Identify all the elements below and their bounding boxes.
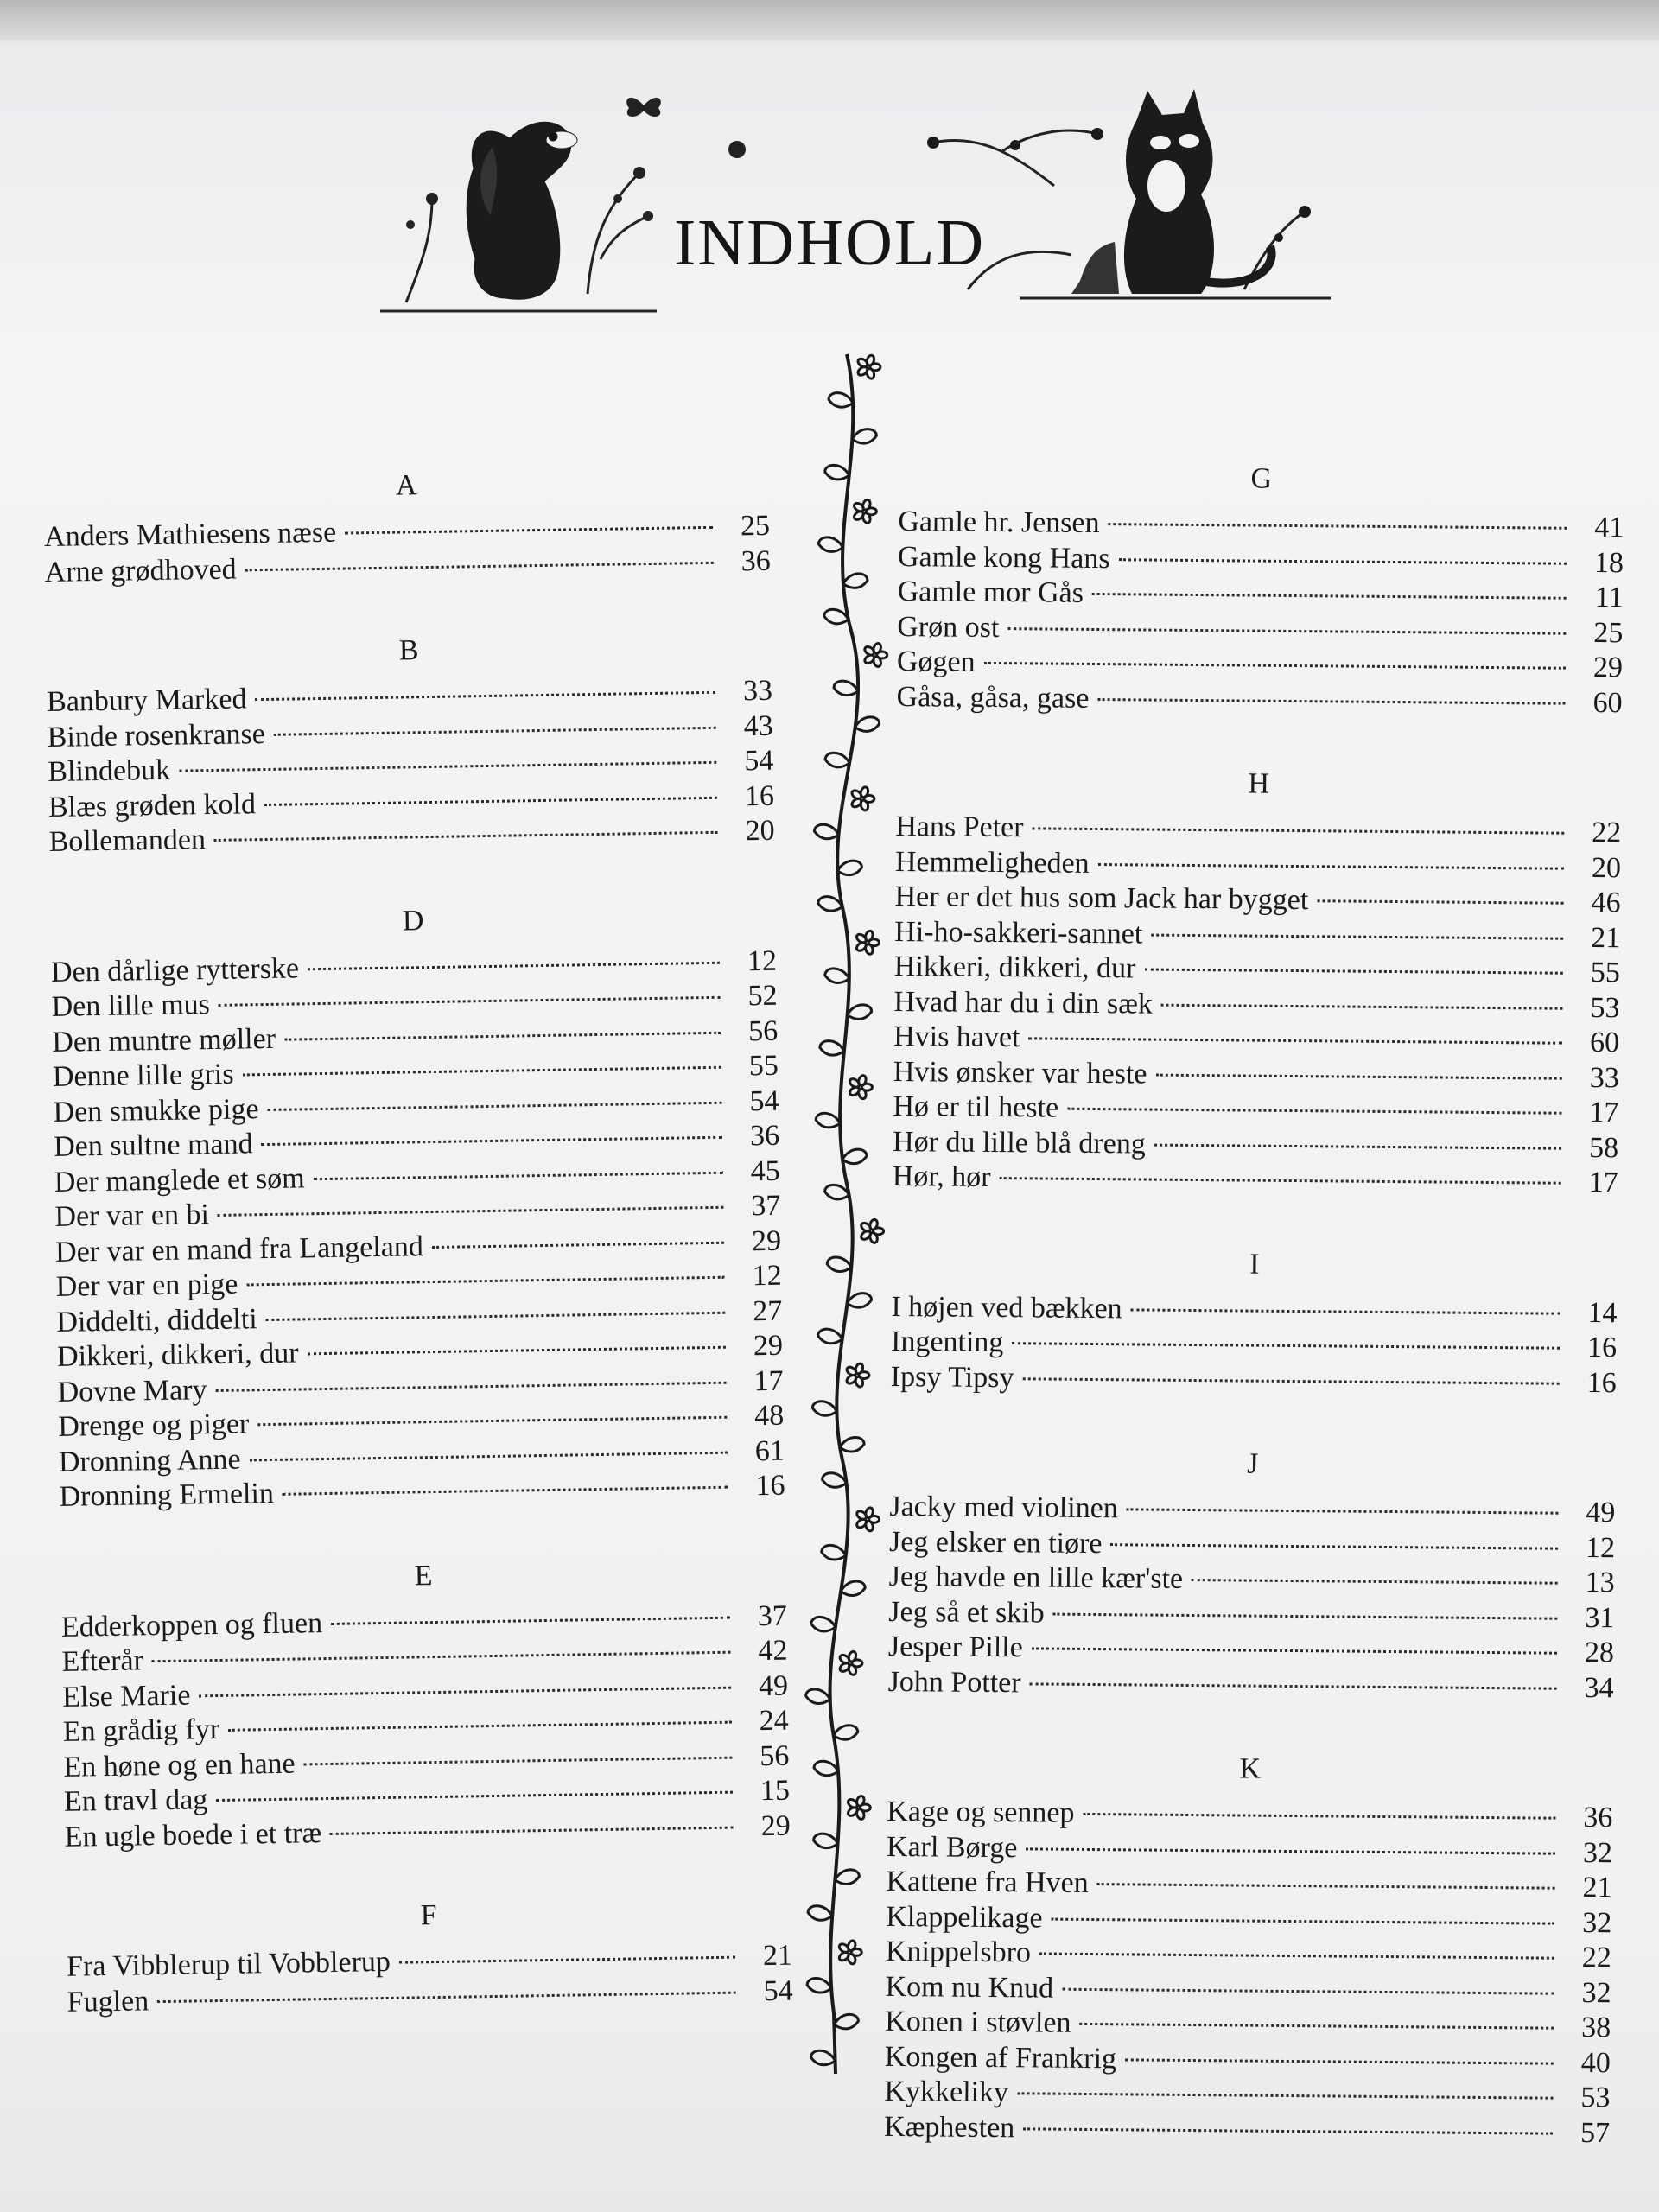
entry-page-number: 32	[1581, 1976, 1611, 2009]
entry-title: Gamle mor Gås	[897, 575, 1084, 609]
vine-flower-icon	[845, 1363, 869, 1388]
entry-title: Hø er til heste	[893, 1090, 1059, 1124]
entry-page-number: 36	[749, 1119, 780, 1153]
entry-title: Der manglede et søm	[54, 1161, 305, 1198]
entry-title: Efterår	[61, 1644, 144, 1678]
vine-leaf-icon	[814, 1761, 838, 1776]
dot-leader	[214, 831, 718, 842]
vine-leaf-icon	[814, 824, 838, 839]
dot-leader	[1110, 1543, 1558, 1550]
entry-page-number: 55	[748, 1049, 779, 1083]
section-f	[66, 1894, 793, 2020]
entry-title: Hør du lille blå dreng	[892, 1125, 1146, 1160]
section-e	[60, 1554, 791, 1855]
entry-page-number: 33	[742, 674, 773, 708]
entry-title: Konen i støvlen	[885, 2005, 1071, 2039]
vine-leaf-icon	[818, 537, 842, 552]
vine-leaf-icon	[824, 609, 849, 624]
entry-title: Dronning Anne	[58, 1443, 241, 1478]
vine-leaf-icon	[811, 2050, 836, 2065]
section-j	[887, 1445, 1616, 1706]
entry-page-number: 32	[1582, 1906, 1612, 1939]
toc-entry	[897, 575, 1623, 616]
entry-page-number: 41	[1594, 512, 1624, 544]
vine-flower-icon	[855, 930, 880, 955]
entry-title: Den muntre møller	[52, 1022, 276, 1058]
dot-leader	[267, 1101, 721, 1110]
vine-leaf-icon	[808, 1906, 832, 1921]
entry-title: Kom nu Knud	[885, 1970, 1054, 2005]
entry-page-number: 55	[1590, 957, 1621, 989]
entry-page-number: 43	[743, 709, 773, 742]
dot-leader	[219, 996, 721, 1007]
vine-leaf-icon	[855, 717, 880, 732]
entry-title: Arne grødhoved	[44, 553, 237, 588]
entry-page-number: 29	[1592, 652, 1624, 684]
section-g	[896, 460, 1624, 721]
dot-leader	[1026, 1847, 1555, 1854]
section-h	[893, 765, 1622, 1201]
vine-leaf-icon	[834, 681, 858, 696]
entry-title: Binde rosenkranse	[47, 717, 266, 753]
dot-leader	[283, 1486, 728, 1496]
dot-leader	[257, 1416, 727, 1427]
entry-title: En ugle boede i et træ	[64, 1816, 322, 1853]
vine-leaf-icon	[848, 1005, 872, 1020]
dot-leader	[345, 526, 713, 535]
entry-page-number: 20	[1591, 851, 1622, 884]
entry-title: Drenge og piger	[58, 1408, 250, 1443]
entry-page-number: 34	[1584, 1671, 1614, 1704]
dot-leader	[314, 1171, 723, 1179]
entry-page-number: 57	[1580, 2116, 1611, 2149]
entry-page-number: 13	[1585, 1566, 1615, 1599]
entry-page-number: 21	[1591, 921, 1621, 954]
dot-leader	[330, 1826, 734, 1834]
dot-leader	[1192, 1579, 1558, 1585]
entry-page-number: 29	[753, 1329, 784, 1363]
entry-page-number: 54	[763, 1974, 793, 2007]
dot-leader	[1098, 863, 1564, 870]
vine-leaf-icon	[840, 1437, 864, 1452]
vine-leaf-icon	[811, 1617, 836, 1631]
section-a	[43, 464, 771, 590]
vine-flower-icon	[856, 354, 880, 379]
entry-page-number: 58	[1588, 1131, 1619, 1164]
section-letter: D	[402, 904, 424, 938]
entry-title: Jeg havde en lille kær'ste	[888, 1560, 1184, 1595]
dot-leader	[1097, 1883, 1555, 1890]
entry-page-number: 18	[1593, 546, 1624, 579]
dot-leader	[179, 761, 716, 772]
dot-leader	[1017, 2092, 1553, 2099]
dot-leader	[1022, 1377, 1559, 1384]
dot-leader	[266, 1311, 726, 1320]
entry-page-number: 27	[753, 1294, 783, 1327]
vine-leaf-icon	[835, 1870, 859, 1885]
page-title: INDHOLD	[674, 207, 986, 279]
section-d	[50, 899, 785, 1515]
entry-page-number: 37	[757, 1599, 788, 1632]
dot-leader	[1053, 1612, 1558, 1619]
vine-leaf-icon	[852, 429, 876, 444]
entry-title: Blindebuk	[48, 753, 171, 788]
entry-title: Den dårlige rytterske	[50, 951, 300, 988]
section-k	[884, 1750, 1613, 2151]
section-letter: F	[420, 1899, 437, 1932]
entry-title: Gåsa, gåsa, gase	[896, 680, 1090, 715]
entry-page-number: 40	[1580, 2046, 1611, 2079]
entry-page-number: 56	[747, 1014, 779, 1047]
entry-page-number: 37	[751, 1189, 781, 1223]
entry-title: Fuglen	[67, 1984, 149, 2018]
entry-page-number: 17	[1589, 1096, 1619, 1129]
entry-title: Klappelikage	[886, 1900, 1043, 1935]
dot-leader	[216, 1791, 733, 1802]
entry-title: Hemmeligheden	[894, 845, 1090, 880]
kitten-illustration	[916, 82, 1348, 307]
dot-leader	[308, 961, 720, 969]
entry-page-number: 60	[1589, 1027, 1620, 1059]
entry-page-number: 12	[1585, 1531, 1616, 1564]
entry-page-number: 12	[752, 1259, 782, 1293]
dot-leader	[199, 1686, 731, 1697]
dot-leader	[1032, 1647, 1557, 1654]
vine-leaf-icon	[818, 1329, 842, 1344]
dot-leader	[262, 1136, 723, 1146]
entry-page-number: 31	[1585, 1601, 1615, 1634]
toc-entry	[887, 1664, 1613, 1706]
vine-leaf-icon	[816, 1113, 840, 1128]
entry-title: Dikkeri, dikkeri, dur	[56, 1337, 299, 1373]
entry-title: Hvis ønsker var heste	[893, 1055, 1147, 1090]
vine-leaf-icon	[823, 1473, 847, 1488]
section-letter: I	[1249, 1248, 1260, 1281]
entry-page-number: 46	[1591, 887, 1621, 919]
entry-title: Fra Vibblerup til Vobblerup	[66, 1945, 391, 1983]
vine-leaf-icon	[814, 1834, 838, 1848]
dot-leader	[1151, 933, 1563, 939]
entry-title: Hans Peter	[895, 810, 1024, 844]
vine-leaf-icon	[843, 574, 868, 588]
dot-leader	[984, 662, 1566, 670]
entry-title: Knippelsbro	[885, 1935, 1032, 1969]
entry-title: Gamle kong Hans	[897, 540, 1110, 575]
entry-title: Kæphesten	[884, 2110, 1015, 2144]
vine-leaf-icon	[825, 753, 849, 767]
right-column	[883, 460, 1624, 2201]
entry-title: Jeg så et skib	[888, 1595, 1045, 1630]
entry-page-number: 22	[1592, 817, 1622, 849]
vine-flower-icon	[863, 642, 887, 667]
entry-page-number: 36	[741, 544, 771, 577]
vine-leaf-icon	[825, 969, 849, 983]
entry-title: Kage og sennep	[887, 1795, 1075, 1829]
entry-title: Hvis havet	[893, 1020, 1020, 1054]
dot-leader	[1161, 1003, 1563, 1009]
entry-title: Bollemanden	[48, 823, 207, 858]
entry-title: En høne og en hane	[63, 1747, 296, 1783]
vine-leaf-icon	[841, 1581, 865, 1596]
entry-title: Jacky med violinen	[889, 1490, 1118, 1525]
dot-leader	[1125, 2058, 1554, 2064]
entry-title: Den sultne mand	[53, 1128, 253, 1163]
entry-title: Jeg elsker en tiøre	[888, 1525, 1103, 1560]
vine-flower-icon	[855, 1507, 880, 1532]
dot-leader	[245, 561, 714, 571]
vine-leaf-icon	[837, 861, 861, 875]
vine-leaf-icon	[825, 1185, 849, 1199]
dot-leader	[1012, 1342, 1560, 1350]
vine-leaf-icon	[806, 1689, 830, 1704]
dot-leader	[1062, 1987, 1554, 1994]
dot-leader	[432, 1241, 724, 1248]
entry-page-number: 14	[1587, 1296, 1618, 1329]
entry-title: Kattene fra Hven	[886, 1865, 1089, 1899]
entry-page-number: 11	[1594, 582, 1624, 614]
dot-leader	[274, 726, 716, 735]
entry-page-number: 16	[755, 1469, 785, 1503]
entry-page-number: 36	[1583, 1801, 1613, 1834]
entry-title: Der var en pige	[55, 1268, 238, 1303]
dot-leader	[1317, 899, 1563, 904]
dot-leader	[1127, 1508, 1559, 1514]
dot-leader	[152, 1651, 731, 1663]
flower-icon	[724, 137, 750, 162]
dot-leader	[1030, 1682, 1557, 1689]
entry-page-number: 17	[1588, 1166, 1618, 1199]
entry-title: Jesper Pille	[887, 1630, 1023, 1664]
dot-leader	[1144, 969, 1563, 975]
entry-title: Den lille mus	[51, 988, 211, 1023]
toc-entry	[891, 1359, 1617, 1401]
section-letter: J	[1247, 1447, 1259, 1480]
dot-leader	[1155, 1073, 1561, 1079]
dot-leader	[284, 1031, 721, 1040]
entry-page-number: 38	[1581, 2011, 1611, 2044]
dot-leader	[1067, 1108, 1561, 1115]
entry-page-number: 21	[762, 1939, 793, 1973]
entry-page-number: 12	[747, 944, 778, 977]
vine-leaf-icon	[829, 393, 853, 408]
vine-leaf-icon	[825, 465, 849, 480]
entry-title: En travl dag	[63, 1783, 208, 1818]
entry-title: Hi-ho-sakkeri-sannet	[894, 915, 1143, 950]
dot-leader	[307, 1346, 725, 1356]
entry-page-number: 61	[754, 1434, 785, 1467]
entry-title: Den smukke pige	[53, 1092, 259, 1128]
entry-page-number: 56	[760, 1739, 790, 1772]
dot-leader	[304, 1756, 733, 1765]
butterfly-icon	[622, 86, 665, 125]
toc-entry	[893, 1124, 1618, 1166]
vine-flower-icon	[853, 499, 877, 524]
dot-leader	[1033, 827, 1565, 834]
dot-leader	[1092, 593, 1567, 600]
entry-page-number: 25	[1593, 616, 1624, 649]
dot-leader	[157, 1991, 736, 2003]
entry-page-number: 52	[747, 979, 778, 1013]
toc-entry	[893, 1160, 1618, 1201]
entry-page-number: 53	[1580, 2081, 1611, 2114]
entry-title: Hikkeri, dikkeri, dur	[893, 950, 1136, 985]
dot-leader	[1007, 627, 1566, 635]
entry-title: Diddelti, diddelti	[56, 1302, 257, 1338]
entry-title: Ingenting	[890, 1325, 1004, 1359]
entry-title: Hvad har du i din sæk	[893, 985, 1154, 1020]
vine-leaf-icon	[848, 1294, 872, 1308]
entry-page-number: 24	[759, 1704, 790, 1738]
dot-leader	[246, 1276, 724, 1287]
entry-page-number: 54	[749, 1084, 779, 1117]
section-letter: A	[395, 469, 417, 502]
entry-page-number: 49	[1586, 1496, 1616, 1529]
dot-leader	[1052, 1917, 1555, 1924]
section-letter: H	[1248, 767, 1270, 800]
entry-title: Blæs grøden kold	[48, 787, 257, 823]
entry-title: Grøn ost	[897, 610, 1000, 644]
entry-page-number: 21	[1582, 1871, 1612, 1904]
entry-page-number: 45	[750, 1154, 781, 1187]
vine-flower-icon	[838, 1940, 862, 1965]
entry-title: Karl Børge	[886, 1830, 1018, 1864]
entry-page-number: 16	[1586, 1331, 1618, 1364]
entry-title: John Potter	[887, 1665, 1021, 1699]
section-letter: K	[1239, 1752, 1262, 1785]
section-letter: G	[1250, 462, 1273, 495]
section-letter: E	[414, 1559, 433, 1592]
dot-leader	[1131, 1308, 1560, 1314]
dot-leader	[1119, 558, 1567, 565]
entry-page-number: 54	[744, 744, 774, 778]
dot-leader	[1083, 1813, 1555, 1820]
vine-leaf-icon	[812, 1402, 836, 1416]
entry-title: En grådig fyr	[62, 1713, 220, 1748]
entry-page-number: 25	[740, 509, 771, 543]
dot-leader	[249, 1451, 727, 1461]
entry-title: Ipsy Tipsy	[890, 1360, 1014, 1394]
vine-leaf-icon	[834, 1726, 858, 1740]
dot-leader	[1154, 1143, 1561, 1149]
dot-leader	[331, 1616, 730, 1624]
entry-page-number: 48	[753, 1399, 785, 1433]
entry-page-number: 60	[1592, 686, 1623, 719]
dot-leader	[1023, 2127, 1553, 2134]
entry-title: Kykkeliky	[884, 2075, 1009, 2109]
entry-title: Denne lille gris	[52, 1058, 234, 1093]
toc-entry	[884, 2109, 1610, 2151]
vine-leaf-icon	[842, 1149, 867, 1164]
section-b	[46, 629, 775, 861]
entry-page-number: 20	[745, 814, 775, 848]
entry-title: Kongen af Frankrig	[884, 2040, 1117, 2075]
page-top-edge	[0, 0, 1659, 40]
entry-page-number: 16	[1586, 1366, 1617, 1399]
section-i	[891, 1244, 1618, 1401]
entry-title: Der var en bi	[54, 1198, 210, 1233]
entry-title: Edderkoppen og fluen	[60, 1606, 323, 1643]
entry-page-number: 32	[1582, 1836, 1613, 1869]
vine-leaf-icon	[818, 897, 842, 912]
vine-flower-icon	[838, 1650, 862, 1675]
entry-title: Banbury Marked	[46, 683, 247, 718]
entry-title: Gamle hr. Jensen	[898, 505, 1100, 540]
dot-leader	[1039, 1952, 1554, 1959]
entry-title: Dronning Ermelin	[59, 1477, 275, 1513]
dot-leader	[243, 1066, 721, 1077]
vine-leaf-icon	[827, 1257, 851, 1272]
entry-title: Her er det hus som Jack har bygget	[894, 880, 1309, 917]
entry-page-number: 22	[1581, 1941, 1612, 1974]
entry-page-number: 49	[758, 1669, 789, 1702]
entry-page-number: 29	[760, 1809, 791, 1842]
dot-leader	[218, 1206, 724, 1217]
entry-title: Dovne Mary	[57, 1373, 207, 1408]
entry-title: Anders Mathiesens næse	[43, 516, 337, 553]
entry-title: Der var en mand fra Langeland	[54, 1230, 424, 1268]
dot-leader	[1109, 523, 1567, 530]
entry-page-number: 28	[1584, 1636, 1615, 1669]
dot-leader	[228, 1721, 732, 1732]
entry-page-number: 33	[1589, 1061, 1619, 1094]
vine-leaf-icon	[807, 1979, 831, 1993]
dot-leader	[215, 1381, 726, 1391]
left-column	[43, 464, 794, 2070]
vine-leaf-icon	[820, 1041, 844, 1056]
dot-leader	[1000, 1177, 1561, 1185]
vine-flower-icon	[849, 1075, 873, 1100]
entry-title: I højen ved bækken	[891, 1290, 1122, 1325]
vine-flower-icon	[847, 1795, 871, 1820]
vine-leaf-icon	[834, 2014, 858, 2029]
dot-leader	[255, 691, 715, 701]
entry-page-number: 16	[744, 779, 775, 812]
entry-page-number: 29	[751, 1224, 782, 1257]
entry-page-number: 53	[1590, 991, 1620, 1024]
dot-leader	[264, 796, 717, 805]
dot-leader	[1080, 2023, 1554, 2030]
dot-leader	[1097, 698, 1565, 705]
entry-title: Gøgen	[896, 645, 976, 678]
dot-leader	[399, 1956, 735, 1964]
vine-leaf-icon	[822, 1545, 846, 1560]
vine-flower-icon	[850, 786, 874, 811]
entry-page-number: 15	[760, 1774, 791, 1808]
puppy-illustration	[380, 86, 657, 320]
section-letter: B	[398, 634, 419, 667]
toc-entry	[896, 679, 1622, 721]
entry-page-number: 17	[753, 1364, 784, 1397]
entry-page-number: 42	[758, 1634, 788, 1668]
dot-leader	[1029, 1037, 1563, 1044]
vine-flower-icon	[860, 1218, 884, 1243]
entry-title: Else Marie	[61, 1678, 191, 1713]
entry-title: Hør, hør	[892, 1160, 991, 1193]
